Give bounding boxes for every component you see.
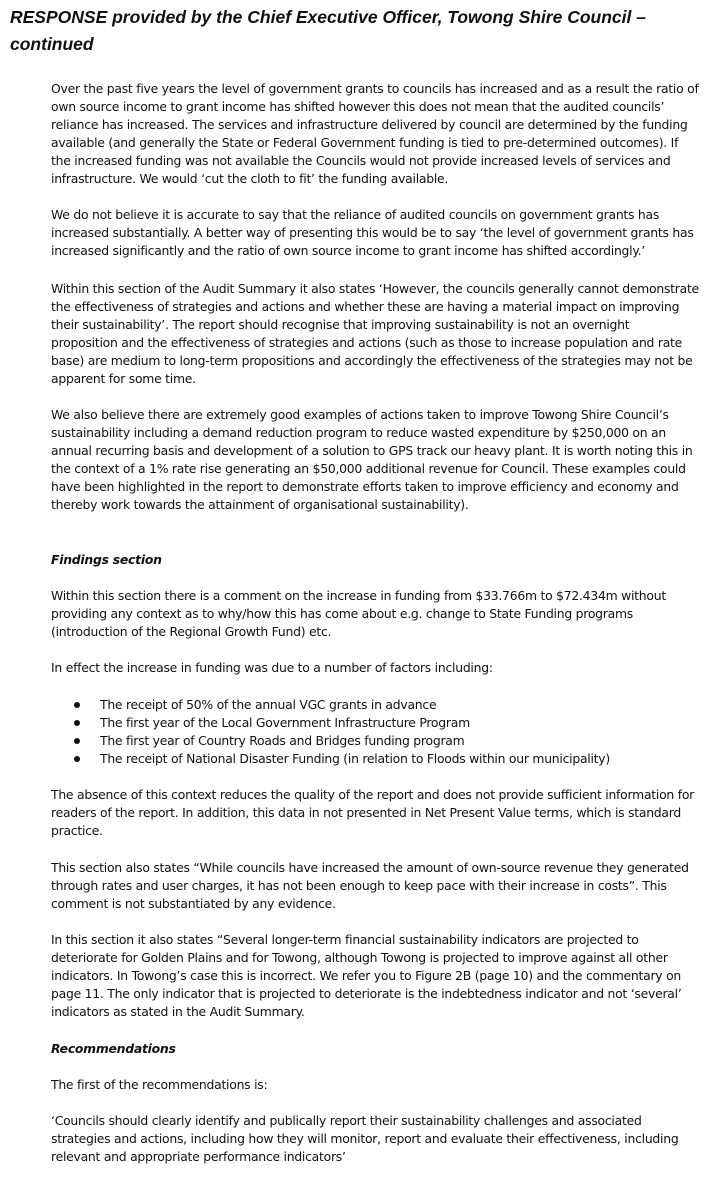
- recommendations-paragraph-1: The first of the recommendations is:: [51, 1077, 268, 1092]
- bullet-icon: [74, 738, 80, 744]
- heading-line-2: continued: [10, 34, 94, 54]
- findings-paragraph-2: In effect the increase in funding was due to a number of factors including:: [51, 660, 493, 675]
- bullet-icon: [74, 756, 80, 762]
- list-item-text: The first year of the Local Government Infrastructure Program: [100, 715, 470, 730]
- heading-line-1: RESPONSE provided by the Chief Executive Officer, Towong Shire Council –: [10, 7, 646, 27]
- findings-paragraph-1: Within this section there is a comment on the increase in funding from $33.766m to $72.434m without providing any context as to why/how this has come about e.g. change to State Funding programs (introduction of the Regional Growth Fund) etc.: [51, 588, 666, 639]
- list-item: [51, 714, 699, 732]
- recommendations-paragraph-2: ‘Councils should clearly identify and publically report their sustainability challenges and associated strategies and actions, including how they will monitor, report and evaluate their effectiveness, including relevant and appropriate performance indicators’: [51, 1113, 679, 1164]
- intro-paragraph-2: We do not believe it is accurate to say that the reliance of audited councils on government grants has increased substantially. A better way of presenting this would be to say ‘the level of government grants has increased significantly and the ratio of own source income to grant income has shifted accordingly.’: [51, 207, 694, 258]
- findings-paragraph-3: The absence of this context reduces the quality of the report and does not provide sufficient information for readers of the report. In addition, this data in not presented in Net Present Value terms, which is standard practice.: [51, 787, 694, 838]
- findings-paragraph-4: This section also states “While councils have increased the amount of own-source revenue they generated through rates and user charges, it has not been enough to keep pace with their increase in costs”. This comment is not substantiated by any evidence.: [51, 860, 689, 911]
- intro-paragraph-3: Within this section of the Audit Summary it also states ‘However, the councils generally cannot demonstrate the effectiveness of strategies and actions and whether these are having a material impact on improving their sustainability’. The report should recognise that improving sustainability is not an overnight proposition and the effectiveness of strategies and actions (such as those to increase population and rate base) are medium to long-term propositions and accordingly the effectiveness of the strategies may not be apparent for some time.: [51, 281, 699, 386]
- list-item-text: The receipt of National Disaster Funding (in relation to Floods within our municipality): [100, 751, 610, 766]
- intro-paragraph-1: Over the past five years the level of government grants to councils has increased and as a result the ratio of own source income to grant income has shifted however this does not mean that the audited councils’ reliance has increased. The services and infrastructure delivered by council are determined by the funding available (and generally the State or Federal Government funding is tied to pre-determined outcomes). If the increased funding was not available the Councils would not provide increased levels of services and infrastructure. We would ‘cut the cloth to fit’ the funding available.: [51, 81, 699, 186]
- list-item-text: The first year of Country Roads and Bridges funding program: [100, 733, 465, 748]
- list-item: [51, 732, 699, 750]
- findings-paragraph-5: In this section it also states “Several longer-term financial sustainability indicators are projected to deteriorate for Golden Plains and for Towong, although Towong is projected to improve against all other indicators. In Towong’s case this is incorrect. We refer you to Figure 2B (page 10) and the commentary on page 11. The only indicator that is projected to deteriorate is the indebtedness indicator and not ‘several’ indicators as stated in the Audit Summary.: [51, 932, 682, 1019]
- intro-paragraph-4: We also believe there are extremely good examples of actions taken to improve Towong Shire Council’s sustainability including a demand reduction program to reduce wasted expenditure by $250,000 on an annual recurring basis and development of a solution to GPS track our heavy plant. It is worth noting this in the context of a 1% rate rise generating an $50,000 additional revenue for Council. These examples could have been highlighted in the report to demonstrate efforts taken to improve efficiency and economy and thereby work towards the attainment of organisational sustainability).: [51, 407, 693, 512]
- page-heading: [10, 4, 710, 58]
- funding-factors-list: [51, 696, 699, 768]
- findings-section-title: Findings section: [51, 552, 162, 567]
- list-item: [51, 696, 699, 714]
- recommendations-section-title: Recommendations: [51, 1041, 176, 1056]
- bullet-icon: [74, 720, 80, 726]
- list-item: [51, 750, 699, 768]
- list-item-text: The receipt of 50% of the annual VGC grants in advance: [100, 697, 437, 712]
- bullet-icon: [74, 702, 80, 708]
